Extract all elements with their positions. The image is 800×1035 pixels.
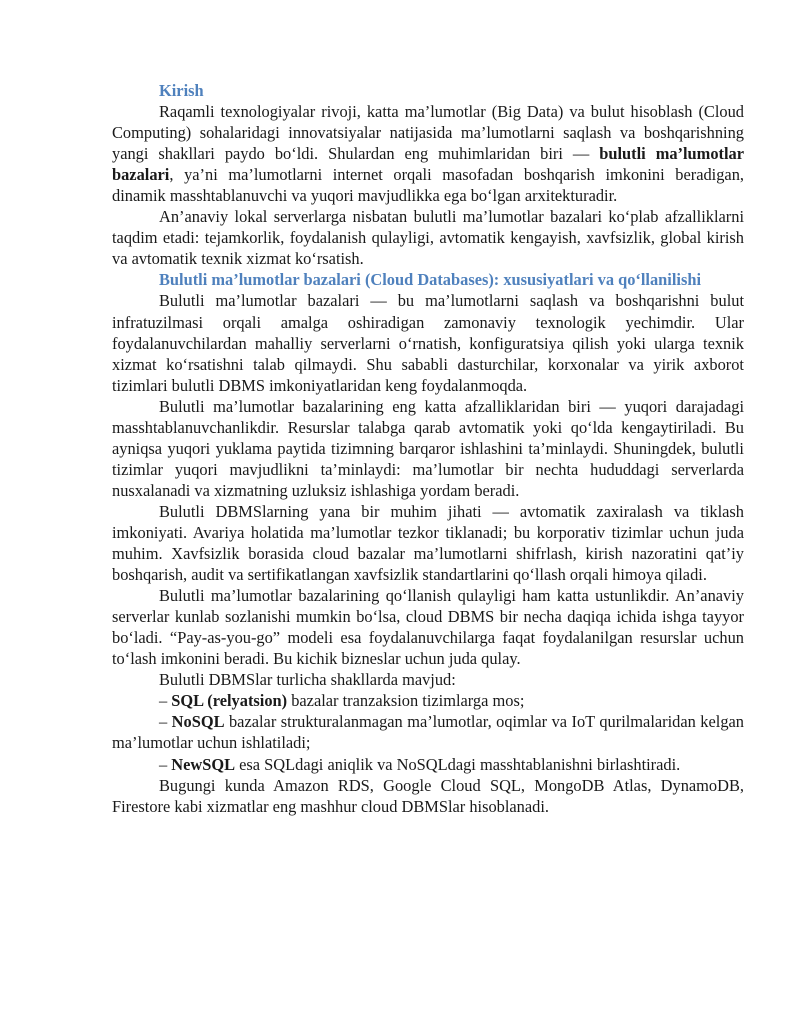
- list-dash: –: [159, 712, 172, 732]
- section-heading-intro: Kirish: [159, 81, 204, 100]
- paragraph-intro-text-a: Raqamli texnologiyalar rivoji, katta ma’lumotlar (Big Data) va bulut hisoblash (Cloud Computing) sohalaridagi innovatsiyalar natijasida ma’lumotlarni saqlash va boshqarishning yangi shakllari paydo bo‘ldi. Shulardan eng muhimlaridan biri —: [112, 102, 744, 164]
- paragraph-intro: [112, 101, 744, 206]
- list-item-nosql-text: bazalar strukturalanmagan ma’lumotlar, oqimlar va IoT qurilmalaridan kelgan ma’lumotlar uchun ishlatiladi;: [112, 712, 744, 753]
- paragraph-intro-bold-term: bulutli ma’lumotlar bazalari: [112, 144, 745, 185]
- list-item-newsql-term: NewSQL: [171, 754, 236, 774]
- paragraph-scalability: Bulutli ma’lumotlar bazalarining eng katta afzalliklaridan biri — yuqori darajadagi masshtablanuvchanlikdir. Resurslar talabga qarab avtomatik yoki qo‘lda kengaytiriladi. Bu ayniqsa yuqori yuklama paytida tizimning barqaror ishlashini ta’minlaydi. Shuningdek, bulutli tizimlar yuqori mavjudlikni ta’minlaydi: ma’lumotlar bir nechta hududdagi serverlarda nusxalanadi va xizmatning uzluksiz ishlashiga yordam beradi.: [112, 396, 744, 500]
- paragraph-definition: Bulutli ma’lumotlar bazalari — bu ma’lumotlarni saqlash va boshqarishni bulut infratuzilmasi orqali amalga oshiradigan zamonaviy texnologik yechimdir. Ular foydalanuvchilardan mahalliy serverlarni o‘rnatish, konfiguratsiya qilish yoki ularga texnik xizmat ko‘rsatishni talab qilmaydi. Shu sababli dasturchilar, korxonalar va yirik axborot tizimlari bulutli DBMS imkoniyatlaridan keng foydalanmoqda.: [112, 291, 744, 395]
- list-dash: –: [159, 691, 172, 711]
- list-item-sql-term: SQL (relyatsion): [171, 691, 288, 711]
- list-item-newsql: [112, 754, 744, 775]
- document-page: [112, 80, 744, 817]
- list-item-nosql-term: NoSQL: [171, 712, 225, 732]
- list-item-sql: [112, 690, 744, 711]
- list-item-sql-text: bazalar tranzaksion tizimlarga mos;: [287, 691, 525, 711]
- list-item-newsql-text: esa SQLdagi aniqlik va NoSQLdagi masshtablanishni birlashtiradi.: [235, 754, 681, 774]
- paragraph-services: Bugungi kunda Amazon RDS, Google Cloud SQL, MongoDB Atlas, DynamoDB, Firestore kabi xizmatlar eng mashhur cloud DBMSlar hisoblanadi.: [112, 775, 744, 816]
- list-dash: –: [159, 754, 172, 774]
- section-heading-cloud-databases: Bulutli ma’lumotlar bazalari (Cloud Databases): xususiyatlari va qo‘llanilishi: [159, 270, 702, 290]
- paragraph-advantages: An’anaviy lokal serverlarga nisbatan bulutli ma’lumotlar bazalari ko‘plab afzalliklarni taqdim etadi: tejamkorlik, foydalanish qulayligi, avtomatik kengayish, xavfsizlik, global kirish va avtomatik texnik xizmat ko‘rsatish.: [112, 207, 744, 269]
- paragraph-intro-text-b: , ya’ni ma’lumotlarni internet orqali masofadan boshqarish imkonini beradigan, dinamik masshtablanuvchi va yuqori mavjudlikka ega bo‘lgan arxitekturadir.: [112, 165, 744, 206]
- paragraph-backup-security: Bulutli DBMSlarning yana bir muhim jihati — avtomatik zaxiralash va tiklash imkoniyati. Avariya holatida ma’lumotlar tezkor tiklanadi; bu korporativ tizimlar uchun juda muhim. Xavfsizlik borasida cloud bazalar ma’lumotlarni shifrlash, kirish nazoratini qat’iy boshqarish, audit va sertifikatlangan xavfsizlik standartlarini qo‘llash orqali himoya qiladi.: [112, 501, 744, 585]
- paragraph-convenience: Bulutli ma’lumotlar bazalarining qo‘llanish qulayligi ham katta ustunlikdir. An’anaviy serverlar kunlab sozlanishi mumkin bo‘lsa, cloud DBMS bir necha daqiqa ichida ishga tayyor bo‘ladi. “Pay-as-you-go” modeli esa foydalanuvchilarga faqat foydalanilgan resurslar uchun to‘lash imkonini beradi. Bu kichik bizneslar uchun juda qulay.: [112, 586, 744, 669]
- list-item-nosql: [112, 711, 744, 753]
- paragraph-types-intro: Bulutli DBMSlar turlicha shakllarda mavjud:: [159, 670, 456, 690]
